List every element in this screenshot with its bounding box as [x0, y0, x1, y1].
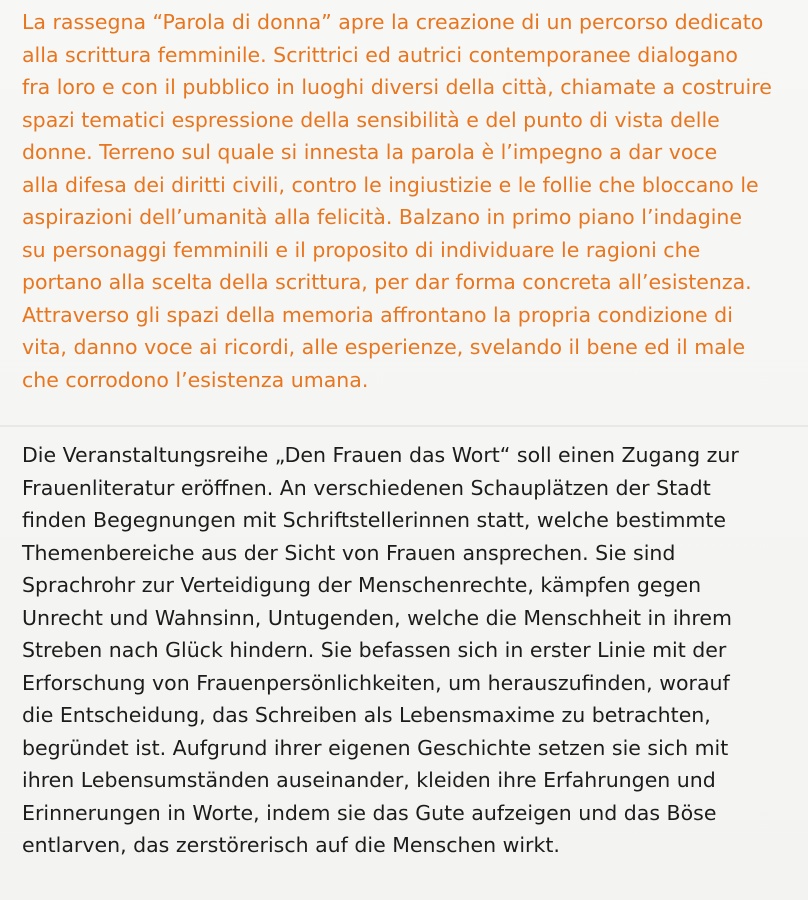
german-line: Sprachrohr zur Verteidigung der Menschenrechte, kämpfen gegen	[22, 573, 702, 597]
italian-paragraph	[22, 6, 808, 396]
paper-fold-crease	[0, 425, 808, 427]
italian-line: La rassegna “Parola di donna” apre la creazione di un percorso dedicato	[22, 10, 764, 34]
italian-line: Attraverso gli spazi della memoria affrontano la propria condizione di	[22, 302, 733, 327]
german-line: ihren Lebensumständen auseinander, kleiden ihre Erfahrungen und	[22, 768, 716, 792]
italian-line: su personaggi femminili e il proposito di individuare le ragioni che	[22, 237, 701, 262]
italian-line: alla scrittura femminile. Scrittrici ed autrici contemporanee dialogano	[22, 42, 738, 67]
italian-line: che corrodono l’esistenza umana.	[22, 367, 369, 392]
italian-line: aspirazioni dell’umanità alla felicità. Balzano in primo piano l’indagine	[22, 205, 743, 229]
german-line: entlarven, das zerstörerisch auf die Menschen wirkt.	[22, 833, 560, 857]
italian-line: donne. Terreno sul quale si innesta la parola è l’impegno a dar voce	[22, 140, 718, 164]
german-line: Unrecht und Wahnsinn, Untugenden, welche die Menschheit in ihrem	[22, 605, 732, 630]
german-paragraph	[22, 439, 808, 862]
italian-line: vita, danno voce ai ricordi, alle esperienze, svelando il bene ed il male	[22, 335, 746, 359]
german-line: Streben nach Glück hindern. Sie befassen sich in erster Linie mit der	[22, 638, 727, 662]
german-line: Erinnerungen in Worte, indem sie das Gute aufzeigen und das Böse	[22, 800, 717, 825]
german-line: finden Begegnungen mit Schriftstellerinnen statt, welche bestimmte	[22, 508, 727, 532]
german-line: Frauenliteratur eröffnen. An verschiedenen Schauplätzen der Stadt	[22, 475, 711, 500]
italian-line: portano alla scelta della scrittura, per dar forma concreta all’esistenza.	[22, 270, 752, 294]
italian-line: fra loro e con il pubblico in luoghi diversi della città, chiamate a costruire	[22, 75, 772, 99]
german-line: Themenbereiche aus der Sicht von Frauen ansprechen. Sie sind	[22, 540, 676, 565]
german-line: Erforschung von Frauenpersönlichkeiten, um herauszufinden, worauf	[22, 670, 730, 695]
german-line: Die Veranstaltungsreihe „Den Frauen das Wort“ soll einen Zugang zur	[22, 443, 739, 467]
german-line: begründet ist. Aufgrund ihrer eigenen Geschichte setzen sie sich mit	[22, 735, 729, 760]
italian-line: spazi tematici espressione della sensibilità e del punto di vista delle	[22, 107, 720, 132]
german-line: die Entscheidung, das Schreiben als Lebensmaxime zu betrachten,	[22, 703, 711, 727]
italian-line: alla difesa dei diritti civili, contro le ingiustizie e le follie che bloccano le	[22, 172, 759, 197]
